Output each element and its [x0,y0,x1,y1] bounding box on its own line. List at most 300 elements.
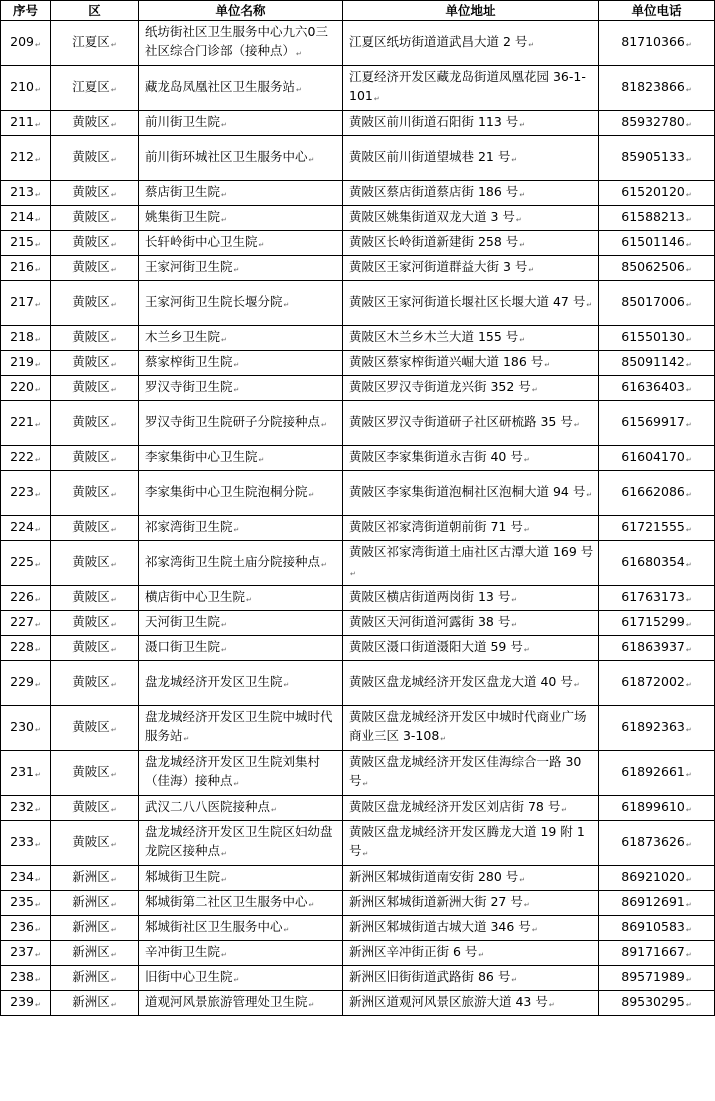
paragraph-mark-icon: ↵ [685,560,692,569]
row-number-cell [1,866,51,891]
row-unit-name-cell [139,966,343,991]
row-district: 新洲区 [72,918,110,934]
row-unit-name-cell [139,586,343,611]
row-unit-phone-cell [599,21,715,66]
row-unit-address: 黄陂区李家集街道泡桐社区泡桐大道 94 号 [349,483,586,499]
row-number-cell [1,821,51,866]
row-unit-name-cell [139,446,343,471]
row-unit-phone-cell [599,586,715,611]
row-unit-address: 黄陂区罗汉寺街道龙兴街 352 号 [349,378,531,394]
header-district: 区 [51,1,139,21]
row-unit-name: 滠口街卫生院 [145,638,221,654]
paragraph-mark-icon: ↵ [685,120,692,129]
row-unit-name: 旧街中心卫生院 [145,968,233,984]
paragraph-mark-icon: ↵ [685,900,692,909]
row-unit-phone: 61550130 [621,328,685,344]
row-unit-name: 道观河风景旅游管理处卫生院 [145,993,308,1009]
row-unit-phone-cell [599,516,715,541]
row-unit-name-cell [139,941,343,966]
row-number-cell [1,401,51,446]
row-number-cell [1,586,51,611]
paragraph-mark-icon: ↵ [34,950,41,959]
row-district-cell [51,471,139,516]
paragraph-mark-icon: ↵ [685,265,692,274]
paragraph-mark-icon: ↵ [321,420,327,429]
row-district-cell [51,21,139,66]
row-unit-phone-cell [599,376,715,401]
row-unit-address-cell [343,866,599,891]
row-district-cell [51,231,139,256]
paragraph-mark-icon: ↵ [110,455,117,464]
paragraph-mark-icon: ↵ [685,595,692,604]
table-row [1,541,715,586]
row-unit-address: 黄陂区前川街道石阳街 113 号 [349,113,519,129]
paragraph-mark-icon: ↵ [34,875,41,884]
row-unit-phone: 61569917 [621,413,685,429]
row-unit-phone: 61715299 [621,613,685,629]
paragraph-mark-icon: ↵ [519,190,526,199]
paragraph-mark-icon: ↵ [258,240,265,249]
row-number-cell [1,916,51,941]
paragraph-mark-icon: ↵ [110,120,117,129]
paragraph-mark-icon: ↵ [34,725,41,734]
paragraph-mark-icon: ↵ [34,215,41,224]
table-row [1,796,715,821]
row-unit-name: 祁家湾街卫生院土庙分院接种点 [145,553,321,569]
row-unit-phone: 61872002 [621,673,685,689]
paragraph-mark-icon: ↵ [34,840,41,849]
row-unit-address-cell [343,281,599,326]
paragraph-mark-icon: ↵ [511,975,518,984]
row-unit-address-cell [343,636,599,661]
paragraph-mark-icon: ↵ [511,620,518,629]
row-district-cell [51,586,139,611]
row-unit-phone-cell [599,206,715,231]
paragraph-mark-icon: ↵ [511,155,518,164]
row-unit-phone-cell [599,941,715,966]
paragraph-mark-icon: ↵ [221,335,227,344]
table-row [1,471,715,516]
paragraph-mark-icon: ↵ [362,780,369,788]
row-unit-phone-cell [599,351,715,376]
row-unit-name: 横店街中心卫生院 [145,588,246,604]
row-unit-phone-cell [599,111,715,136]
paragraph-mark-icon: ↵ [511,595,518,604]
row-unit-name-cell [139,206,343,231]
header-address: 单位地址 [343,1,599,21]
paragraph-mark-icon: ↵ [523,900,530,909]
table-row [1,706,715,751]
row-district: 黄陂区 [72,258,110,274]
row-number-cell [1,206,51,231]
row-unit-phone: 61721555 [621,518,685,534]
row-district: 黄陂区 [72,518,110,534]
row-unit-name-cell [139,661,343,706]
row-district-cell [51,136,139,181]
paragraph-mark-icon: ↵ [110,805,117,814]
table-row [1,231,715,256]
row-unit-name: 盘龙城经济开发区卫生院刘集村（佳海）接种点 [145,754,321,788]
paragraph-mark-icon: ↵ [308,900,315,909]
paragraph-mark-icon: ↵ [440,735,447,743]
row-district: 黄陂区 [72,448,110,464]
row-district: 黄陂区 [72,588,110,604]
row-unit-address-cell [343,821,599,866]
table-row [1,136,715,181]
paragraph-mark-icon: ↵ [110,190,117,199]
paragraph-mark-icon: ↵ [685,805,692,814]
row-number: 221 [10,413,34,429]
row-unit-address: 黄陂区祁家湾街道朝前街 71 号 [349,518,523,534]
row-unit-phone-cell [599,611,715,636]
row-district-cell [51,821,139,866]
row-district: 新洲区 [72,993,110,1009]
row-unit-phone-cell [599,326,715,351]
row-unit-address-cell [343,916,599,941]
row-number: 233 [10,833,34,849]
paragraph-mark-icon: ↵ [519,240,526,249]
row-district-cell [51,181,139,206]
row-unit-name: 罗汉寺街卫生院 [145,378,233,394]
row-unit-name-cell [139,66,343,111]
row-unit-address-cell [343,206,599,231]
row-unit-phone-cell [599,181,715,206]
row-unit-name-cell [139,611,343,636]
paragraph-mark-icon: ↵ [685,300,692,309]
row-unit-address-cell [343,941,599,966]
paragraph-mark-icon: ↵ [478,950,485,959]
row-unit-address: 黄陂区盘龙城经济开发区刘店街 78 号 [349,798,561,814]
row-district: 新洲区 [72,943,110,959]
paragraph-mark-icon: ↵ [110,595,117,604]
row-district-cell [51,891,139,916]
row-unit-phone-cell [599,446,715,471]
table-row [1,206,715,231]
paragraph-mark-icon: ↵ [221,190,227,199]
paragraph-mark-icon: ↵ [34,680,41,689]
row-unit-name-cell [139,181,343,206]
table-row [1,256,715,281]
paragraph-mark-icon: ↵ [34,40,41,49]
paragraph-mark-icon: ↵ [110,950,117,959]
paragraph-mark-icon: ↵ [110,240,117,249]
row-number-cell [1,351,51,376]
paragraph-mark-icon: ↵ [233,780,240,788]
row-district: 黄陂区 [72,378,110,394]
row-unit-address: 黄陂区天河街道河露街 38 号 [349,613,511,629]
table-row [1,661,715,706]
row-unit-address-cell [343,706,599,751]
row-unit-address: 黄陂区盘龙城经济开发区盘龙大道 40 号 [349,673,573,689]
paragraph-mark-icon: ↵ [34,360,41,369]
row-district: 黄陂区 [72,148,110,164]
row-district-cell [51,991,139,1016]
row-unit-address: 黄陂区王家河街道长堰社区长堰大道 47 号 [349,293,586,309]
paragraph-mark-icon: ↵ [373,95,380,103]
row-unit-phone-cell [599,256,715,281]
row-unit-address: 黄陂区罗汉寺街道研子社区研梳路 35 号 [349,413,573,429]
row-unit-name-cell [139,541,343,586]
table-row [1,326,715,351]
paragraph-mark-icon: ↵ [271,805,277,814]
row-unit-phone: 85091142 [621,353,685,369]
paragraph-mark-icon: ↵ [685,360,692,369]
row-district: 黄陂区 [72,798,110,814]
row-unit-name: 辛冲街卫生院 [145,943,221,959]
paragraph-mark-icon: ↵ [110,525,117,534]
row-unit-address: 新洲区辛冲街正街 6 号 [349,943,478,959]
row-number: 224 [10,518,34,534]
row-unit-name-cell [139,326,343,351]
row-unit-address: 新洲区邾城街道古城大道 346 号 [349,918,531,934]
row-unit-name: 木兰乡卫生院 [145,328,221,344]
table-row [1,516,715,541]
paragraph-mark-icon: ↵ [34,240,41,249]
row-unit-phone-cell [599,966,715,991]
row-unit-phone-cell [599,866,715,891]
paragraph-mark-icon: ↵ [110,360,117,369]
row-unit-address-cell [343,891,599,916]
row-number-cell [1,611,51,636]
row-unit-address: 黄陂区盘龙城经济开发区中城时代商业广场商业三区 3-108 [349,709,587,743]
paragraph-mark-icon: ↵ [110,840,117,849]
row-unit-phone-cell [599,916,715,941]
row-unit-phone-cell [599,636,715,661]
row-unit-phone: 86910583 [621,918,685,934]
paragraph-mark-icon: ↵ [685,85,692,94]
row-number: 216 [10,258,34,274]
paragraph-mark-icon: ↵ [34,190,41,199]
paragraph-mark-icon: ↵ [34,455,41,464]
paragraph-mark-icon: ↵ [350,570,356,578]
row-unit-name-cell [139,866,343,891]
row-unit-name-cell [139,136,343,181]
row-unit-address-cell [343,401,599,446]
table-row [1,636,715,661]
row-unit-phone: 61863937 [621,638,685,654]
row-unit-name-cell [139,281,343,326]
row-unit-phone: 61501146 [621,233,685,249]
row-district-cell [51,796,139,821]
paragraph-mark-icon: ↵ [110,85,117,94]
paragraph-mark-icon: ↵ [110,385,117,394]
table-row [1,966,715,991]
row-unit-name: 王家河街卫生院长堰分院 [145,293,283,309]
table-row [1,866,715,891]
table-row [1,821,715,866]
header-name: 单位名称 [139,1,343,21]
row-number-cell [1,471,51,516]
row-number: 214 [10,208,34,224]
row-unit-phone: 85932780 [621,113,685,129]
row-unit-address-cell [343,376,599,401]
row-district-cell [51,706,139,751]
row-number: 238 [10,968,34,984]
paragraph-mark-icon: ↵ [548,1000,555,1009]
row-unit-phone: 89571989 [621,968,685,984]
paragraph-mark-icon: ↵ [34,335,41,344]
row-unit-phone-cell [599,891,715,916]
row-number-cell [1,541,51,586]
row-unit-address-cell [343,796,599,821]
row-unit-name: 蔡家榨街卫生院 [145,353,233,369]
row-district-cell [51,866,139,891]
paragraph-mark-icon: ↵ [110,770,117,779]
row-unit-name: 藏龙岛凤凰社区卫生服务站 [145,78,296,94]
row-unit-phone: 61892363 [621,718,685,734]
paragraph-mark-icon: ↵ [362,850,369,858]
table-row [1,751,715,796]
row-district: 新洲区 [72,893,110,909]
row-unit-name-cell [139,111,343,136]
row-number-cell [1,376,51,401]
paragraph-mark-icon: ↵ [34,770,41,779]
row-number-cell [1,991,51,1016]
row-unit-phone: 61763173 [621,588,685,604]
row-number: 229 [10,673,34,689]
header-phone: 单位电话 [599,1,715,21]
row-number-cell [1,516,51,541]
row-unit-phone: 61873626 [621,833,685,849]
paragraph-mark-icon: ↵ [531,925,538,934]
row-unit-address-cell [343,471,599,516]
row-number: 228 [10,638,34,654]
row-unit-address: 黄陂区蔡店街道蔡店街 186 号 [349,183,519,199]
row-unit-name-cell [139,401,343,446]
row-district-cell [51,516,139,541]
table-row [1,401,715,446]
row-district: 黄陂区 [72,613,110,629]
row-district: 黄陂区 [72,208,110,224]
row-district: 江夏区 [72,78,110,94]
row-unit-phone-cell [599,541,715,586]
row-district-cell [51,256,139,281]
paragraph-mark-icon: ↵ [34,265,41,274]
paragraph-mark-icon: ↵ [34,1000,41,1009]
paragraph-mark-icon: ↵ [221,645,227,654]
paragraph-mark-icon: ↵ [110,680,117,689]
row-number: 232 [10,798,34,814]
row-number-cell [1,751,51,796]
paragraph-mark-icon: ↵ [34,155,41,164]
row-number-cell [1,326,51,351]
row-unit-phone-cell [599,471,715,516]
table-row [1,21,715,66]
row-number: 212 [10,148,34,164]
row-unit-address: 新洲区道观河风景区旅游大道 43 号 [349,993,548,1009]
row-unit-phone: 85062506 [621,258,685,274]
row-unit-address: 黄陂区姚集街道双龙大道 3 号 [349,208,515,224]
paragraph-mark-icon: ↵ [221,875,227,884]
row-district: 黄陂区 [72,483,110,499]
paragraph-mark-icon: ↵ [110,300,117,309]
row-unit-name-cell [139,21,343,66]
row-district: 黄陂区 [72,183,110,199]
row-unit-address-cell [343,991,599,1016]
paragraph-mark-icon: ↵ [528,40,535,49]
row-unit-phone: 86921020 [621,868,685,884]
row-unit-address-cell [343,181,599,206]
table-row [1,66,715,111]
row-unit-name-cell [139,991,343,1016]
row-unit-phone: 61588213 [621,208,685,224]
row-unit-name: 邾城街卫生院 [145,868,221,884]
row-district-cell [51,351,139,376]
row-district-cell [51,966,139,991]
paragraph-mark-icon: ↵ [34,900,41,909]
paragraph-mark-icon: ↵ [685,620,692,629]
row-district-cell [51,326,139,351]
row-district: 黄陂区 [72,293,110,309]
row-district: 黄陂区 [72,763,110,779]
paragraph-mark-icon: ↵ [110,265,117,274]
paragraph-mark-icon: ↵ [110,925,117,934]
paragraph-mark-icon: ↵ [34,525,41,534]
row-unit-address-cell [343,351,599,376]
row-unit-name: 纸坊街社区卫生服务中心九六0三社区综合门诊部（接种点） [145,24,328,58]
paragraph-mark-icon: ↵ [685,1000,692,1009]
paragraph-mark-icon: ↵ [685,925,692,934]
row-number-cell [1,136,51,181]
row-number: 231 [10,763,34,779]
paragraph-mark-icon: ↵ [685,680,692,689]
row-unit-name: 武汉二八八医院接种点 [145,798,271,814]
row-number-cell [1,966,51,991]
row-district: 黄陂区 [72,638,110,654]
paragraph-mark-icon: ↵ [685,770,692,779]
paragraph-mark-icon: ↵ [34,925,41,934]
row-unit-address-cell [343,966,599,991]
row-unit-address-cell [343,136,599,181]
row-number-cell [1,446,51,471]
row-district-cell [51,636,139,661]
row-unit-phone: 61604170 [621,448,685,464]
paragraph-mark-icon: ↵ [321,560,327,569]
row-number-cell [1,181,51,206]
paragraph-mark-icon: ↵ [34,620,41,629]
table-row [1,446,715,471]
row-unit-phone: 81823866 [621,78,685,94]
paragraph-mark-icon: ↵ [110,1000,117,1009]
paragraph-mark-icon: ↵ [34,560,41,569]
paragraph-mark-icon: ↵ [110,725,117,734]
row-district-cell [51,66,139,111]
paragraph-mark-icon: ↵ [685,420,692,429]
row-district: 黄陂区 [72,328,110,344]
row-unit-phone-cell [599,706,715,751]
row-district: 黄陂区 [72,413,110,429]
row-unit-name-cell [139,821,343,866]
row-district-cell [51,916,139,941]
paragraph-mark-icon: ↵ [685,190,692,199]
row-district: 黄陂区 [72,233,110,249]
paragraph-mark-icon: ↵ [258,455,265,464]
row-number-cell [1,706,51,751]
row-unit-address-cell [343,231,599,256]
row-unit-name-cell [139,706,343,751]
row-number: 219 [10,353,34,369]
row-unit-name-cell [139,891,343,916]
table-header-row [1,1,715,21]
row-unit-name: 盘龙城经济开发区卫生院 [145,673,283,689]
row-unit-address-cell [343,66,599,111]
paragraph-mark-icon: ↵ [561,805,568,814]
row-number: 234 [10,868,34,884]
paragraph-mark-icon: ↵ [523,455,530,464]
paragraph-mark-icon: ↵ [221,850,227,858]
row-unit-phone: 86912691 [621,893,685,909]
paragraph-mark-icon: ↵ [110,645,117,654]
